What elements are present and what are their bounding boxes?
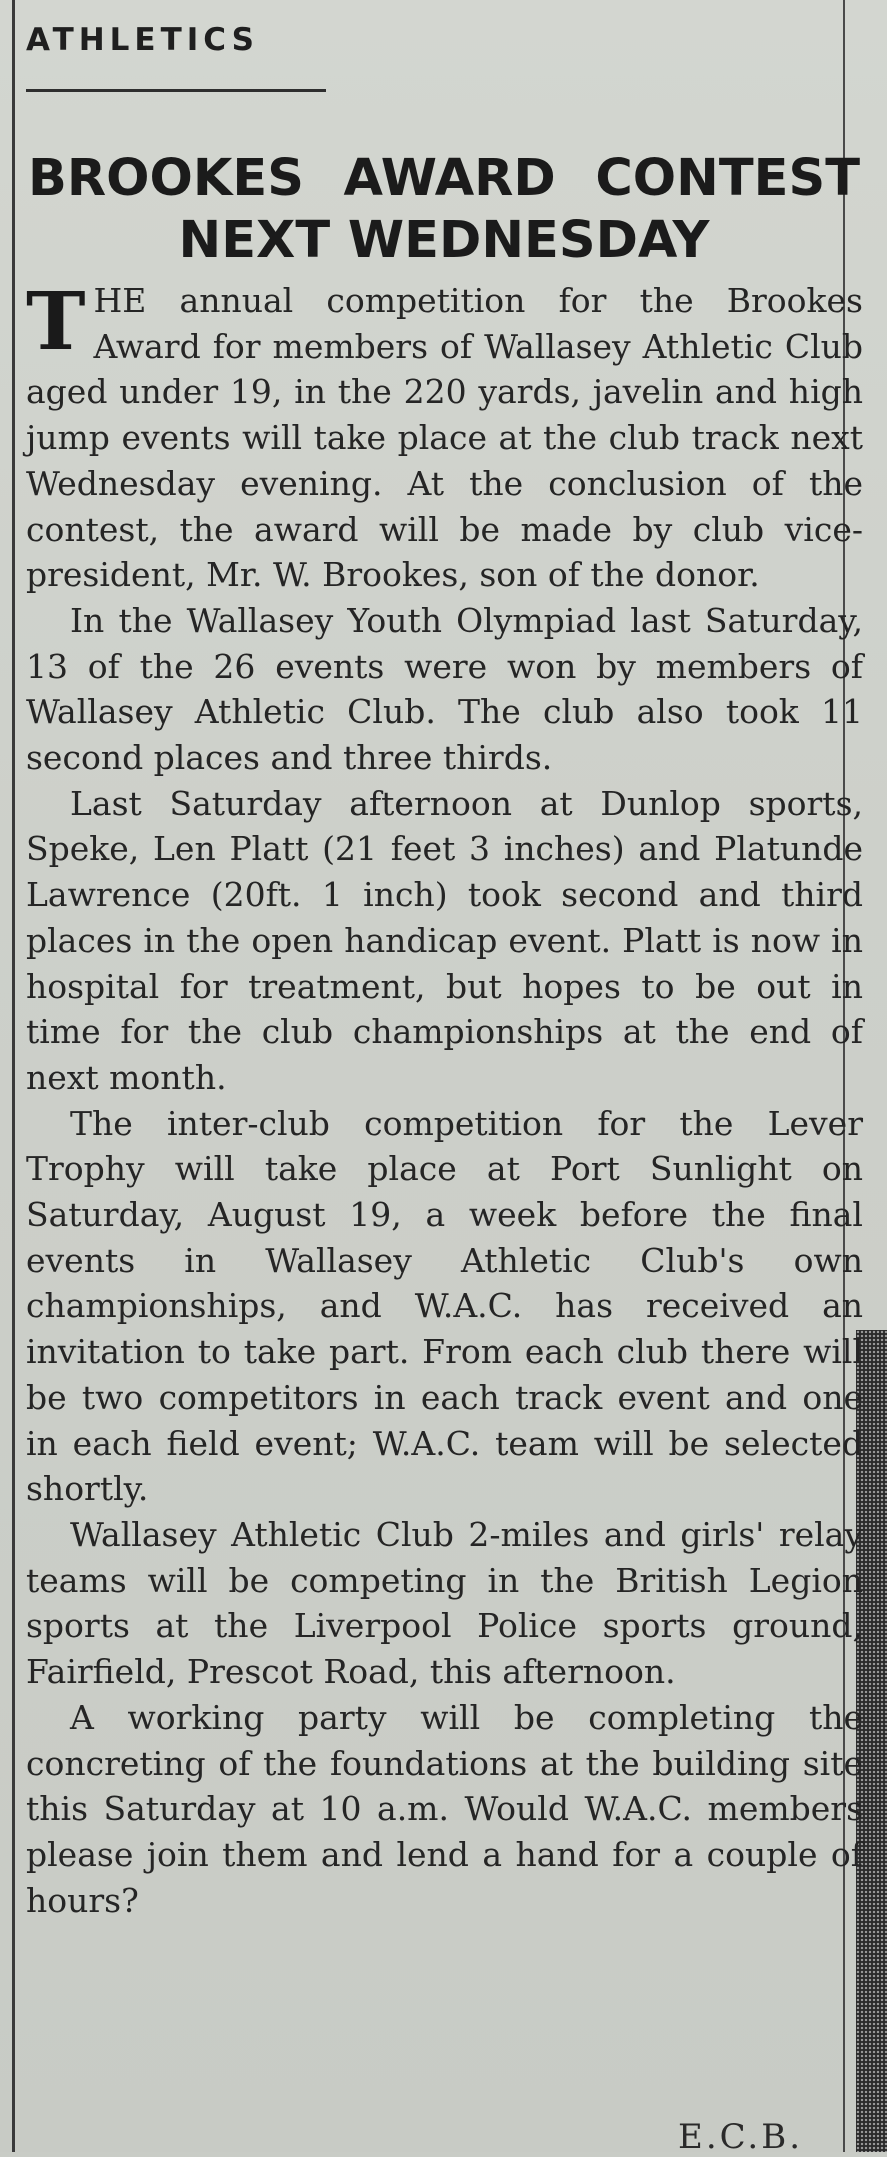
headline-line-2: NEXT WEDNESDAY: [178, 211, 710, 270]
section-underline: [26, 89, 326, 92]
paragraph-6: A working party will be completing the concreting of the foundations at the building site this Saturday at 10 a.m. Would W.A.C. members please join them and lend a hand for a couple of hours?: [26, 1697, 863, 1920]
paragraph-1-text: HE annual competition for the Brookes Award for members of Wallasey Athletic Club aged under 19, in the 220 yards, javelin and high jump events will take place at the club track next Wednesday evening. At the conclusion of the contest, the award will be made by club vice-president, Mr. W. Brookes, son of the donor.: [26, 281, 863, 595]
paragraph-1: [26, 274, 863, 598]
author-initials: E.C.B.: [678, 2117, 804, 2157]
headline: [28, 148, 868, 272]
headline-line-1: BROOKES AWARD CONTEST: [28, 149, 860, 208]
paragraph-3: Last Saturday afternoon at Dunlop sports, Speke, Len Platt (21 feet 3 inches) and Platunde Lawrence (20ft. 1 inch) took second and third places in the open handicap event. Platt is now in hospital for treatment, but hopes to be out in time for the club championships at the end of next month.: [26, 783, 863, 1097]
paragraph-5: Wallasey Athletic Club 2-miles and girls' relay teams will be competing in the British Legion sports at the Liverpool Police sports ground, Fairfield, Prescot Road, this afternoon.: [26, 1514, 863, 1692]
article-body: [26, 274, 863, 1923]
section-label: ATHLETICS: [26, 22, 259, 58]
drop-cap: T: [26, 274, 86, 368]
paragraph-2: In the Wallasey Youth Olympiad last Saturday, 13 of the 26 events were won by members of Wallasey Athletic Club. The club also took 11 second places and three thirds.: [26, 600, 863, 778]
column-rule-left: [12, 0, 15, 2152]
paragraph-4: The inter-club competition for the Lever Trophy will take place at Port Sunlight on Saturday, August 19, a week before the final events in Wallasey Athletic Club's own championships, and W.A.C. has received an invitation to take part. From each club there will be two competitors in each track event and one in each field event; W.A.C. team will be selected shortly.: [26, 1103, 863, 1509]
